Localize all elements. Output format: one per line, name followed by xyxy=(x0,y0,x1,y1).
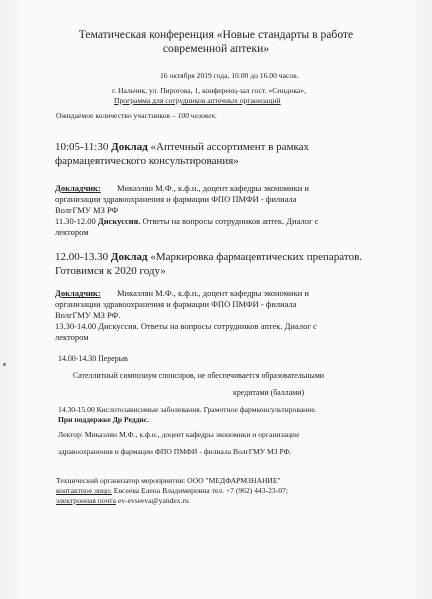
contact-label: контактное лицо: xyxy=(56,486,112,495)
event-date: 16 октября 2019 года, 10.00 до 16.00 часов. xyxy=(160,71,299,80)
session2-discussion-line2: лектором xyxy=(55,332,89,342)
session2-talk-label: Доклад xyxy=(110,251,148,263)
session1-discussion-line2: лектором xyxy=(55,227,89,237)
expected-participants xyxy=(56,111,217,121)
session2-title-1: «Маркировка фармацевтических препаратов. xyxy=(150,251,363,263)
session1-speaker-label: Докладчик: xyxy=(55,183,101,193)
session1-speaker xyxy=(55,183,309,194)
session1-discussion-time: 11.30-12.00 xyxy=(55,216,96,226)
symposium-lector-line2: здравоохранения и фармации ФПО ПМФИ - филиала ВолгГМУ МЗ РФ. xyxy=(58,447,292,456)
session2-time: 12.00-13.30 xyxy=(55,251,109,263)
session1-discussion xyxy=(55,216,318,227)
session1-speaker-line2: организации здравоохранения и фармации ФПО ПМФИ - филиала xyxy=(55,194,297,204)
title-line-1: Тематическая конференция «Новые стандарты в работе xyxy=(78,28,354,41)
event-place: г. Нальчик, ул. Пирогова, 1, конференц-зал гост. «Синдика», xyxy=(112,86,306,95)
symposium-line1: Сателлитный симпозиум спонсоров, не обеспечивается образовательными xyxy=(73,371,325,380)
symposium-topic: 14.30-15.00 Кислотозависимые заболевания. Грамотное фармконсультирование. xyxy=(58,405,317,414)
contact-line xyxy=(56,486,288,496)
symposium-support: При поддержке Др Реддис. xyxy=(58,415,150,424)
session1-discussion-line1: Ответы на вопросы сотрудников аптек. Диалог с xyxy=(142,216,319,226)
scan-speck xyxy=(3,363,6,366)
expected-value: 100 человек. xyxy=(177,111,218,120)
symposium-line2: кредитами (баллами) xyxy=(233,388,305,397)
session1-speaker-line3: ВолгГМУ МЗ РФ xyxy=(55,205,119,215)
symposium-lector-line1: Лектор: Микаэлян М.Ф., к.ф.н., доцент кафедры экономики и организации xyxy=(58,430,300,439)
session1-time: 10:05-11:30 xyxy=(55,141,109,153)
session2-heading xyxy=(55,250,362,264)
session2-speaker-line3: ВолгГМУ МЗ РФ. xyxy=(55,310,121,320)
session1-title-1: «Аптечный ассортимент в рамках xyxy=(150,141,310,153)
session1-title-2: фармацевтического консультирования» xyxy=(55,155,239,167)
session1-speaker-line1: Микаэлян М.Ф., к.ф.н., доцент кафедры экономики и xyxy=(116,183,309,193)
program-heading: Программа для сотрудников аптечных организаций xyxy=(114,96,281,105)
session1-heading xyxy=(55,140,309,154)
session2-title-2: Готовимся к 2020 году» xyxy=(55,265,166,277)
title-line-2: современной аптеки» xyxy=(162,42,270,55)
expected-label: Ожидаемое количество участников – xyxy=(56,111,176,120)
session2-speaker-line1: Микаэлян М.Ф., к.ф.н., доцент кафедры экономики и xyxy=(116,288,309,298)
session1-discussion-label: Дискуссия. xyxy=(97,216,141,226)
session2-discussion-line1: 13.30-14.00 Дискуссия. Ответы на вопросы сотрудников аптек. Диалог с xyxy=(55,321,317,331)
session1-talk-label: Доклад xyxy=(111,141,148,153)
contact-value: Евсеева Елена Владимировна тел. +7 (962) 443-23-07; xyxy=(111,486,288,495)
email-label: электронная почта xyxy=(56,496,117,505)
break-line: 14.00-14.30 Перерыв xyxy=(58,354,128,363)
session2-speaker-line2: организации здравоохранения и фармации ФПО ПМФИ - филиала xyxy=(55,299,297,309)
session2-speaker-label: Докладчик: xyxy=(55,288,101,298)
organizer-line: Технический организатор мероприятия: ООО "МЕДФАРМЗНАНИЕ" xyxy=(56,476,281,485)
session2-speaker xyxy=(55,288,309,299)
email-line xyxy=(56,496,189,506)
email-value: ev-evseeva@yandex.ru xyxy=(116,496,189,505)
